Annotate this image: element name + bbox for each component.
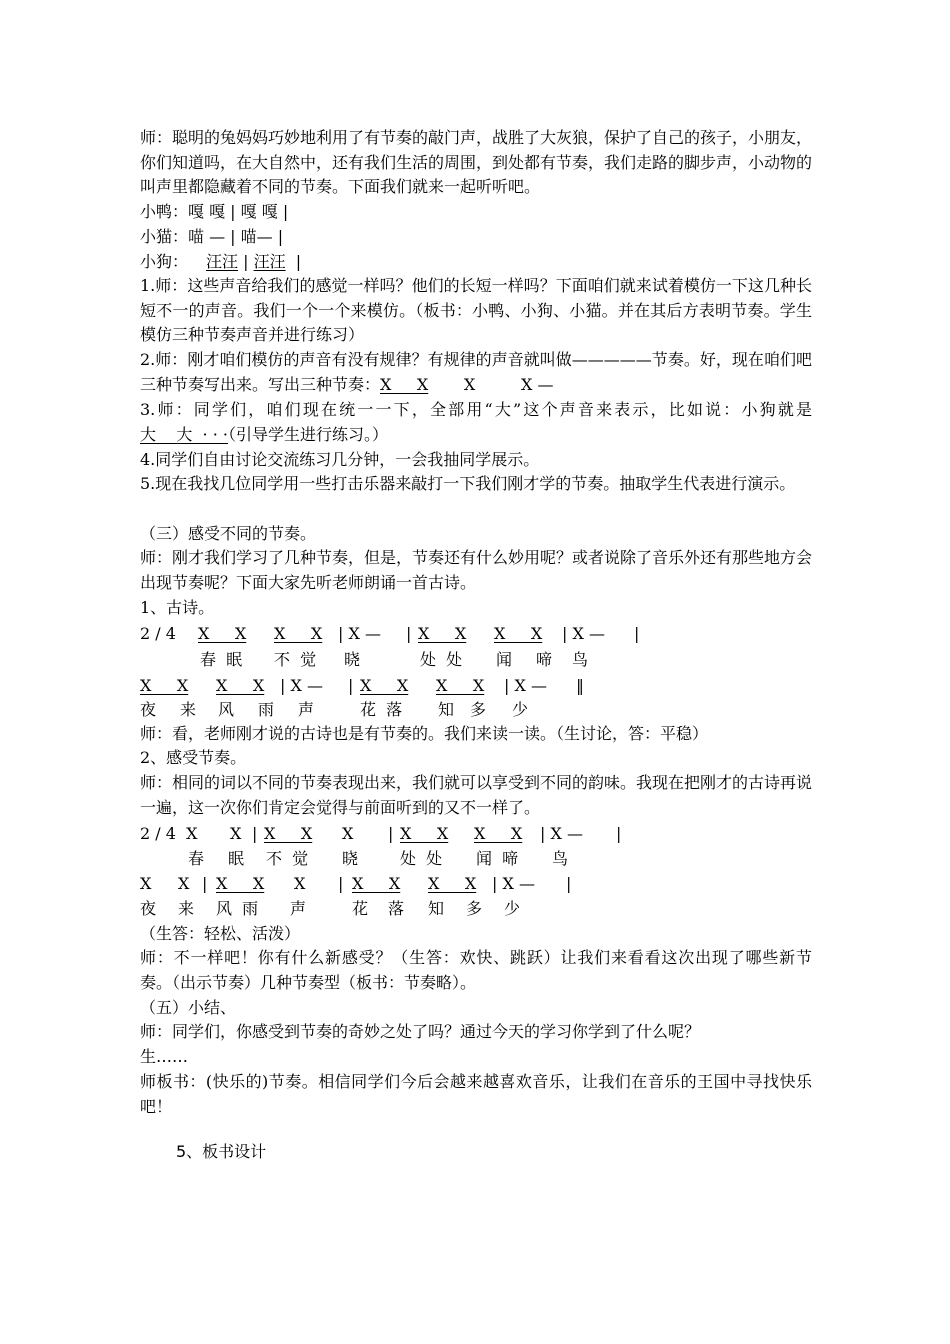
beat: X: [342, 824, 354, 843]
lyric: 不 觉: [274, 650, 317, 669]
lyric: 雨: [258, 700, 275, 719]
barline: |: [348, 676, 354, 695]
lyric: 鸟: [572, 650, 589, 669]
rhythm-notation-2: X X —: [428, 374, 554, 394]
beat: X: [178, 874, 190, 893]
time-signature: 2 / 4 X: [140, 824, 198, 843]
lyric: 闻: [496, 650, 513, 669]
time-signature: 2 / 4: [140, 624, 176, 643]
lyric: 风: [218, 700, 235, 719]
beat: X X: [360, 676, 409, 695]
lyric: 多: [470, 700, 487, 719]
student-answer: （生答：轻松、活泼）: [140, 924, 301, 943]
lyric: 晓: [344, 650, 361, 669]
lyric: 处 处: [420, 650, 463, 669]
paragraph-4: 4.同学们自由讨论交流练习几分钟，一会我抽同学展示。: [140, 450, 540, 469]
lyric: 晓: [342, 849, 359, 868]
lyric: 声: [290, 899, 307, 918]
paragraph-11: 生……: [140, 1047, 189, 1066]
barline: |: [616, 824, 622, 843]
dog-beat-a: 汪汪: [206, 252, 239, 271]
beat: X X: [216, 874, 265, 893]
beat: X X: [264, 824, 313, 843]
da-rhythm: 大 大 · · ·: [140, 424, 228, 444]
beat: X X: [436, 676, 485, 695]
paragraph-7: 师：看，老师刚才说的古诗也是有节奏的。我们来读一读。（生讨论，答：平稳）: [140, 724, 709, 743]
lyric: 声: [298, 700, 315, 719]
lyric: 鸟: [552, 849, 569, 868]
beat: X: [140, 874, 152, 893]
section-heading-board-design: 5、板书设计: [176, 1142, 267, 1161]
lyric: 春 眠: [200, 650, 243, 669]
lyric: 夜: [140, 700, 157, 719]
dog-label: 小狗：: [140, 252, 189, 271]
lyric: 少: [504, 899, 521, 918]
lyric: 啼: [536, 650, 553, 669]
beat: X X: [428, 874, 477, 893]
beat: X X: [494, 624, 543, 643]
lyric: 花 落: [360, 700, 403, 719]
lyric: 来: [180, 700, 197, 719]
lyric: 处 处: [400, 849, 443, 868]
lyric: 落: [388, 899, 405, 918]
poem1-lyrics-row2: [140, 698, 820, 722]
poem1-rhythm-row2: [140, 674, 820, 698]
barline: |: [388, 824, 394, 843]
poem2-rhythm-row2: [140, 872, 820, 896]
poem2-rhythm-row1: [140, 822, 820, 846]
paragraph-10: 师：同学们，你感受到节奏的奇妙之处了吗？通过今天的学习你学到了什么呢？: [140, 1022, 701, 1041]
beat: X X: [140, 676, 189, 695]
paragraph-3-tail: （引导学生进行练习。）: [227, 424, 388, 444]
subheading-poem: 1、古诗。: [140, 598, 215, 617]
paragraph-3: [140, 398, 812, 447]
dog-end: |: [285, 252, 302, 271]
beat: X: [294, 874, 306, 893]
end-barline: ‖: [576, 676, 584, 695]
beat: X: [230, 824, 242, 843]
lyric: 风 雨: [216, 899, 259, 918]
poem2-lyrics-row2: [140, 897, 820, 921]
beat: | X —: [540, 824, 583, 843]
poem1-rhythm-row1: [140, 622, 820, 646]
beat: X X: [216, 676, 265, 695]
barline: |: [202, 874, 208, 893]
beat: X X: [352, 874, 401, 893]
paragraph-intro: 师：聪明的兔妈妈巧妙地利用了有节奏的敲门声，战胜了大灰狼，保护了自己的孩子，小朋友，你们知道吗，在大自然中，还有我们生活的周围，到处都有节奏，我们走路的脚步声，小动物的叫声里都隐藏着不同的节奏。下面我们就来一起听听吧。: [140, 128, 813, 196]
paragraph-9: 师：不一样吧！你有什么新感受？（生答：欢快、跳跃）让我们来看看这次出现了哪些新节奏。（出示节奏）几种节奏型（板书：节奏略）。: [140, 948, 812, 992]
dog-sep: |: [238, 252, 254, 271]
lyric: 眠: [228, 849, 245, 868]
lyric: 花: [352, 899, 369, 918]
lyric: 知: [428, 899, 445, 918]
poem1-lyrics-row1: [140, 648, 820, 672]
paragraph-3-text: 3.师：同学们，咱们现在统一一下，全部用“大”这个声音来表示，比如说：小狗就是: [140, 400, 812, 419]
barline: |: [634, 624, 640, 643]
duck-rhythm: 小鸭：嘎 嘎 | 嘎 嘎 |: [140, 202, 289, 221]
poem2-lyrics-row1: [140, 847, 820, 871]
barline: |: [566, 874, 572, 893]
section-heading-5: （五）小结、: [140, 998, 237, 1017]
rhythm-notation-1: X X: [380, 374, 429, 394]
beat: | X —: [562, 624, 605, 643]
paragraph-12: 师板书：(快乐的)节奏。相信同学们今后会越来越喜欢音乐，让我们在音乐的王国中寻找快乐吧！: [140, 1072, 812, 1116]
beat: X X: [418, 624, 467, 643]
dog-beat-b: 汪汪: [253, 252, 286, 271]
beat: | X —: [338, 624, 381, 643]
lyric: 知: [438, 700, 455, 719]
beat: X X: [400, 824, 449, 843]
dog-rhythm: [140, 250, 812, 275]
paragraph-2-text: 2.师：刚才咱们模仿的声音有没有规律？有规律的声音就叫做—————节奏。好，现在咱们吧三种节奏写出来。写出三种节奏：: [140, 350, 812, 394]
barline: |: [406, 624, 412, 643]
paragraph-5: 5.现在我找几位同学用一些打击乐器来敲打一下我们刚才学的节奏。抽取学生代表进行演示。: [140, 474, 796, 493]
beat: | X —: [280, 676, 323, 695]
lyric: 来: [178, 899, 195, 918]
paragraph-6: 师：刚才我们学习了几种节奏，但是，节奏还有什么妙用呢？或者说除了音乐外还有那些地方会出现节奏呢？下面大家先听老师朗诵一首古诗。: [140, 548, 813, 592]
paragraph-8: 师：相同的词以不同的节奏表现出来，我们就可以享受到不同的韵味。我现在把刚才的古诗再说一遍，这一次你们肯定会觉得与前面听到的又不一样了。: [140, 773, 813, 817]
barline: |: [338, 874, 344, 893]
beat: | X —: [492, 874, 535, 893]
paragraph-1: 1.师：这些声音给我们的感觉一样吗？他们的长短一样吗？下面咱们就来试着模仿一下这几种长短不一的声音。我们一个一个来模仿。（板书：小鸭、小狗、小猫。并在其后方表明节奏。学生模仿三种节奏声音并进行练习）: [140, 276, 812, 344]
subheading-feel: 2、感受节奏。: [140, 748, 247, 767]
beat: X X: [198, 624, 247, 643]
lyric: 不 觉: [266, 849, 309, 868]
paragraph-2: [140, 348, 812, 397]
cat-rhythm: 小猫：喵 — | 喵— |: [140, 227, 284, 246]
beat: X X: [474, 824, 523, 843]
lyric: 闻 啼: [476, 849, 519, 868]
section-heading-3: （三）感受不同的节奏。: [140, 524, 317, 543]
lyric: 少: [512, 700, 529, 719]
lyric: 多: [466, 899, 483, 918]
barline: |: [252, 824, 258, 843]
lyric: 春: [188, 849, 205, 868]
beat: | X —: [504, 676, 547, 695]
beat: X X: [274, 624, 323, 643]
lyric: 夜: [140, 899, 157, 918]
